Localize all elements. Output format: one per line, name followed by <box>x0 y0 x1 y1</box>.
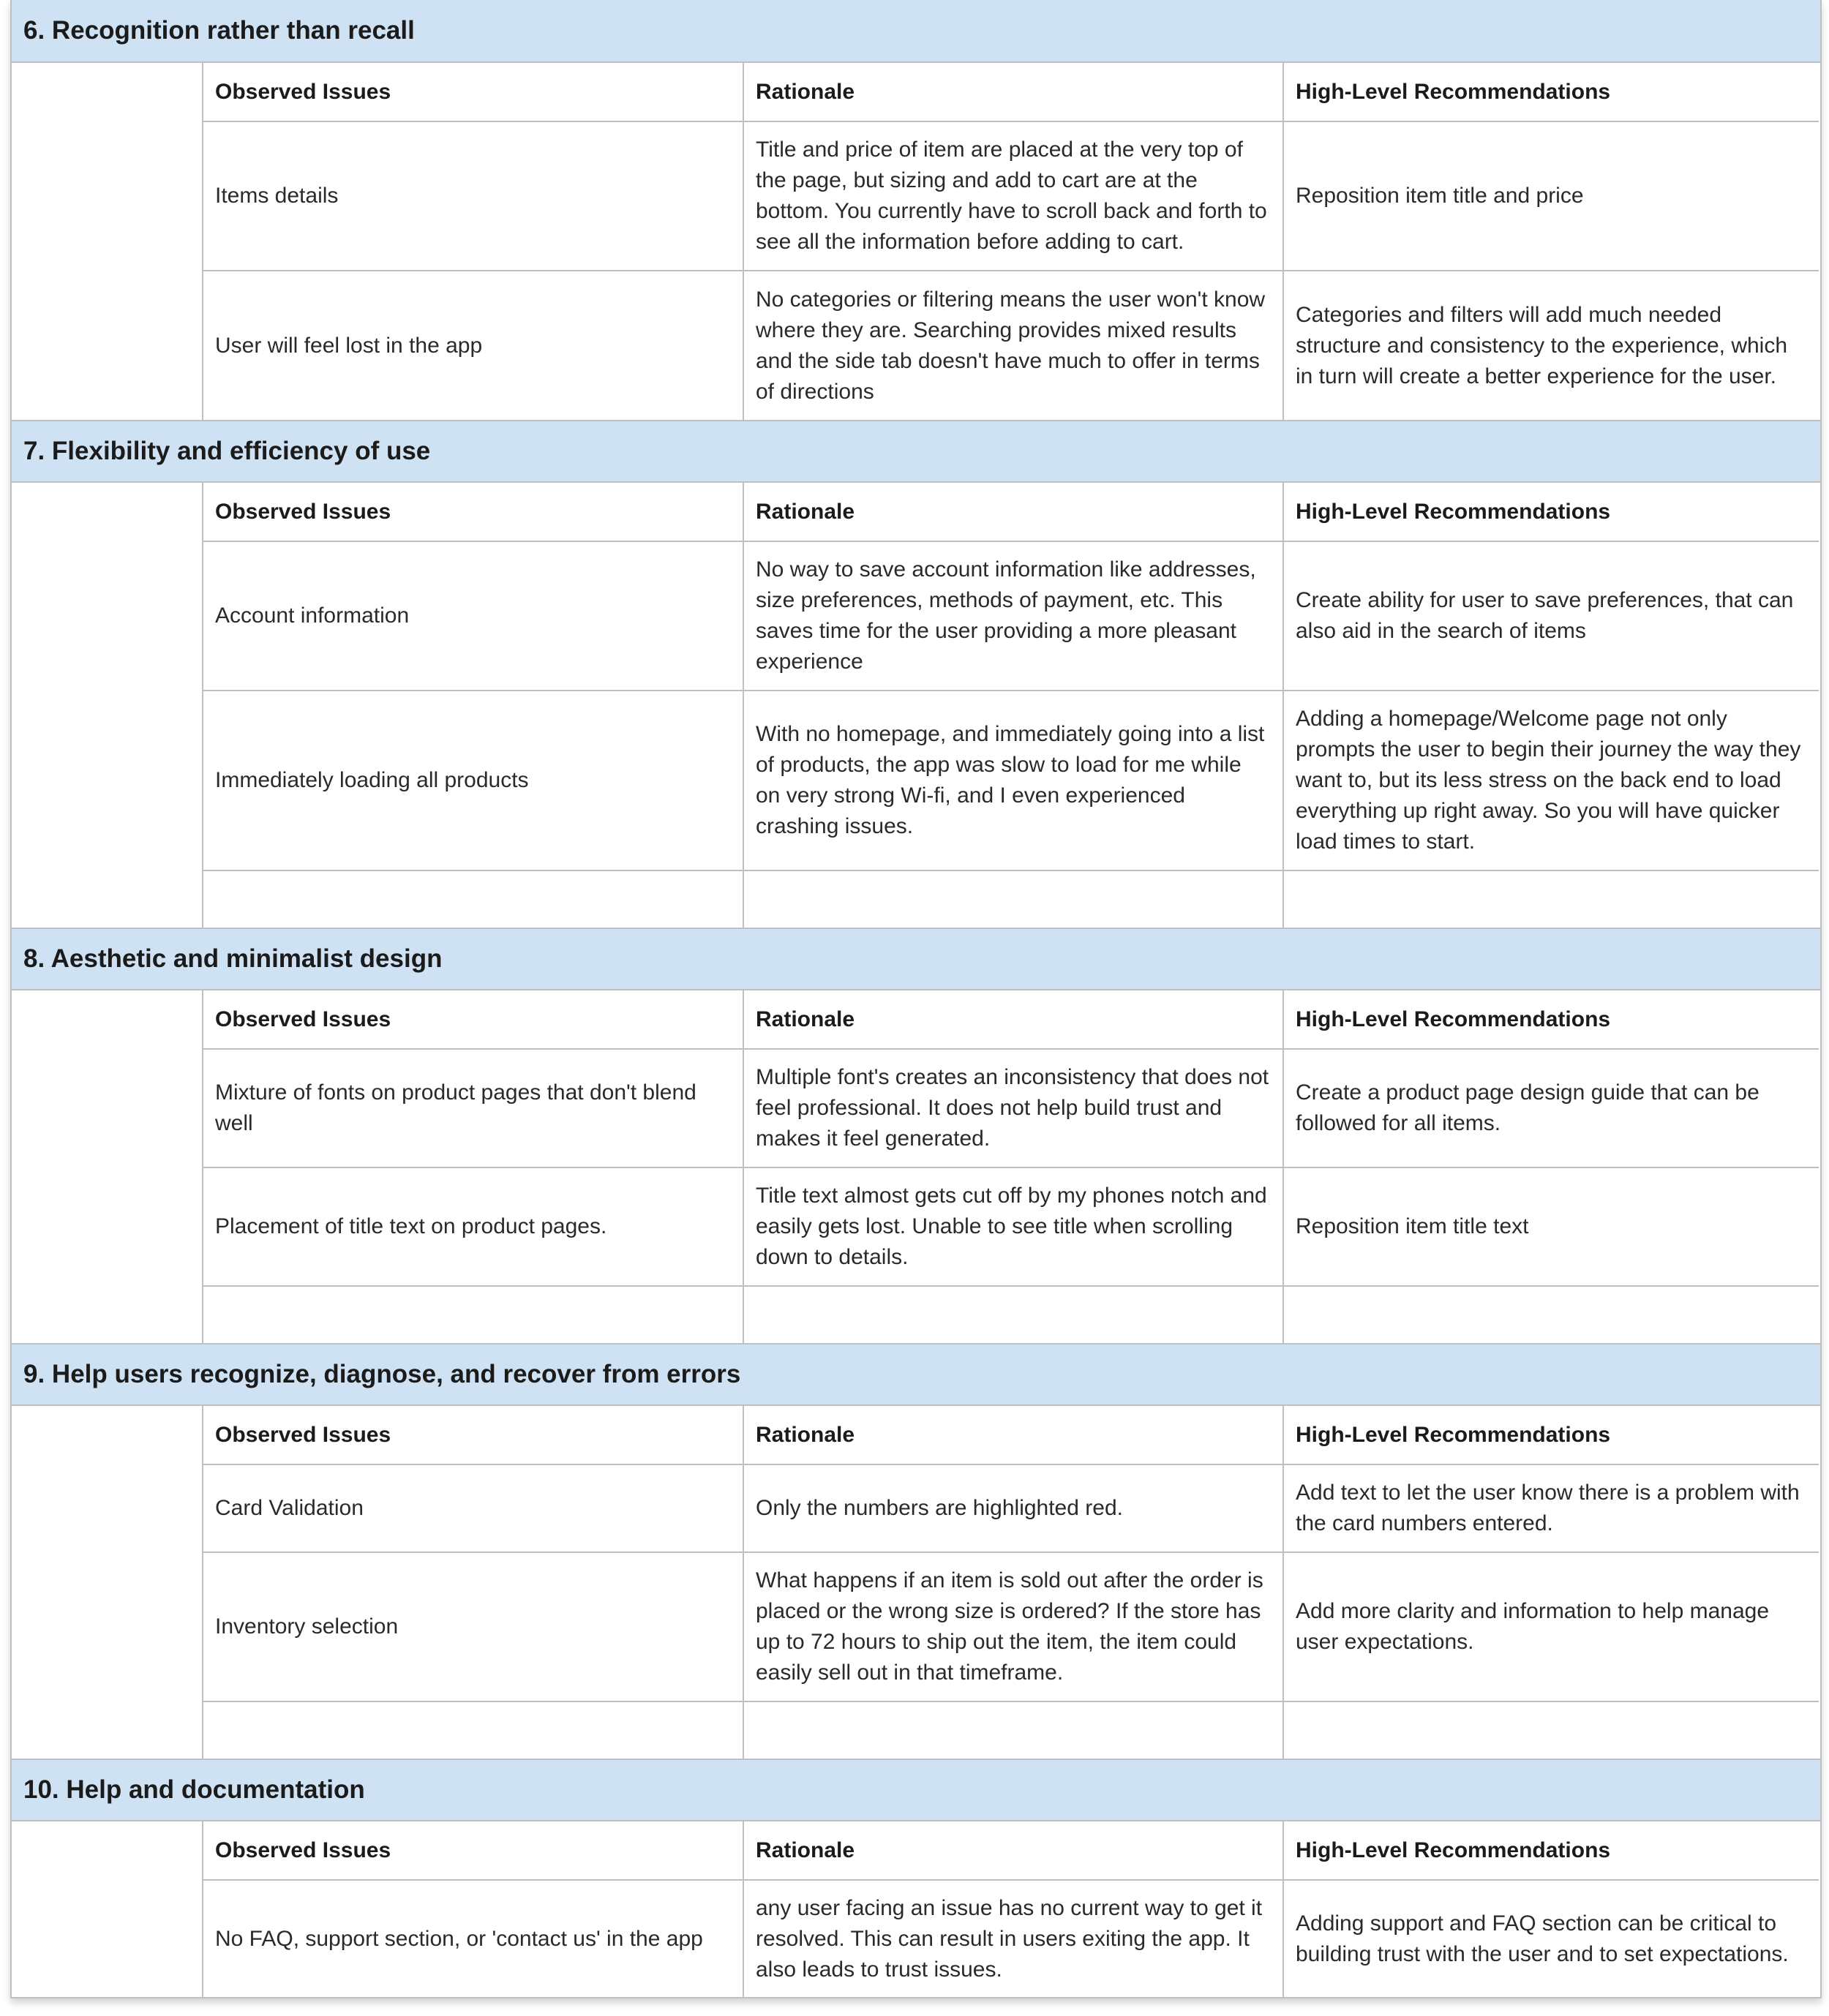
table-header-row <box>203 990 1819 1049</box>
header-recommendations: High-Level Recommendations <box>1283 1821 1819 1880</box>
header-observed-issues: Observed Issues <box>203 1406 743 1464</box>
issue-cell <box>203 870 743 928</box>
section-title: 6. Recognition rather than recall <box>12 0 1820 63</box>
rationale-cell <box>743 1286 1283 1343</box>
header-recommendations: High-Level Recommendations <box>1283 63 1819 121</box>
issue-cell: User will feel lost in the app <box>203 271 743 420</box>
rationale-cell: Multiple font's creates an inconsistency that does not feel professional. It does not help build trust and makes it feel generated. <box>743 1049 1283 1167</box>
issues-table <box>203 483 1819 928</box>
rationale-cell <box>743 1701 1283 1759</box>
table-header-row <box>203 1406 1819 1464</box>
indent-column <box>12 1406 203 1759</box>
header-observed-issues: Observed Issues <box>203 483 743 541</box>
recommendation-cell: Categories and filters will add much needed structure and consistency to the experience, which in turn will create a better experience for the user. <box>1296 302 1788 388</box>
table-row <box>203 691 1819 870</box>
indent-column <box>12 483 203 928</box>
indent-column <box>12 1821 203 1997</box>
header-rationale: Rationale <box>743 990 1283 1049</box>
table-row <box>203 1167 1819 1286</box>
table-row <box>203 1880 1819 1997</box>
issue-cell: Card Validation <box>203 1464 743 1552</box>
rationale-cell: Title text almost gets cut off by my phones notch and easily gets lost. Unable to see title when scrolling down to details. <box>743 1167 1283 1286</box>
recommendation-cell: Create ability for user to save preferences, that can also aid in the search of items <box>1283 541 1819 691</box>
rationale-cell: What happens if an item is sold out after the order is placed or the wrong size is ordered? If the store has up to 72 hours to ship out the item, the item could easily sell out in that timeframe. <box>743 1552 1283 1701</box>
table-header-row <box>203 1821 1819 1880</box>
header-rationale: Rationale <box>743 1406 1283 1464</box>
issues-table <box>203 1406 1819 1759</box>
recommendation-cell <box>1283 870 1819 928</box>
rationale-cell: With no homepage, and immediately going into a list of products, the app was slow to load for me while on very strong Wi-fi, and I even experienced crashing issues. <box>743 691 1283 870</box>
table-row <box>203 541 1819 691</box>
issue-cell: Items details <box>203 121 743 271</box>
recommendation-cell: Reposition item title text <box>1283 1167 1819 1286</box>
issues-table <box>203 1821 1819 1997</box>
table-row-empty <box>203 870 1819 928</box>
header-observed-issues: Observed Issues <box>203 1821 743 1880</box>
recommendation-cell: Adding a homepage/Welcome page not only prompts the user to begin their journey the way they want to, but its less stress on the back end to load everything up right away. So you will have quicker load times to start. <box>1283 691 1819 870</box>
table-row-empty <box>203 1701 1819 1759</box>
section-flexibility <box>12 420 1820 928</box>
header-rationale: Rationale <box>743 1821 1283 1880</box>
header-recommendations: High-Level Recommendations <box>1283 990 1819 1049</box>
issue-cell: Immediately loading all products <box>203 691 743 870</box>
issue-cell: Inventory selection <box>203 1552 743 1701</box>
table-row <box>203 121 1819 271</box>
issue-cell <box>203 1701 743 1759</box>
table-row <box>203 1552 1819 1701</box>
recommendation-cell: Add more clarity and information to help manage user expectations. <box>1283 1552 1819 1701</box>
section-recognition <box>12 0 1820 420</box>
recommendation-cell: Add text to let the user know there is a problem with the card numbers entered. <box>1283 1464 1819 1552</box>
issues-table <box>203 990 1819 1343</box>
issue-cell: Account information <box>203 541 743 691</box>
section-title: 10. Help and documentation <box>12 1759 1820 1821</box>
rationale-cell: Only the numbers are highlighted red. <box>743 1464 1283 1552</box>
table-header-row <box>203 483 1819 541</box>
rationale-cell <box>743 870 1283 928</box>
header-rationale: Rationale <box>743 483 1283 541</box>
header-recommendations: High-Level Recommendations <box>1283 483 1819 541</box>
section-errors <box>12 1343 1820 1759</box>
table-row <box>203 271 1819 420</box>
recommendation-cell: Create a product page design guide that can be followed for all items. <box>1283 1049 1819 1167</box>
header-rationale: Rationale <box>743 63 1283 121</box>
section-title: 8. Aesthetic and minimalist design <box>12 928 1820 990</box>
recommendation-cell <box>1283 1286 1819 1343</box>
recommendation-cell: Adding support and FAQ section can be critical to building trust with the user and to set expectations. <box>1296 1911 1789 1966</box>
header-observed-issues: Observed Issues <box>203 63 743 121</box>
section-title: 9. Help users recognize, diagnose, and recover from errors <box>12 1343 1820 1406</box>
header-recommendations: High-Level Recommendations <box>1283 1406 1819 1464</box>
issues-table <box>203 63 1819 420</box>
rationale-cell: No way to save account information like addresses, size preferences, methods of payment, etc. This saves time for the user providing a more pleasant experience <box>743 541 1283 691</box>
indent-column <box>12 990 203 1343</box>
table-row <box>203 1464 1819 1552</box>
rationale-cell: any user facing an issue has no current way to get it resolved. This can result in users exiting the app. It also leads to trust issues. <box>743 1880 1283 1997</box>
table-row <box>203 1049 1819 1167</box>
header-observed-issues: Observed Issues <box>203 990 743 1049</box>
issue-cell: Placement of title text on product pages. <box>203 1167 743 1286</box>
rationale-cell: No categories or filtering means the user won't know where they are. Searching provides mixed results and the side tab doesn't have much to offer in terms of directions <box>743 271 1283 420</box>
issue-cell: No FAQ, support section, or 'contact us' in the app <box>203 1880 743 1997</box>
issue-cell: Mixture of fonts on product pages that don't blend well <box>203 1049 743 1167</box>
section-aesthetic <box>12 928 1820 1343</box>
indent-column <box>12 63 203 420</box>
section-title: 7. Flexibility and efficiency of use <box>12 420 1820 483</box>
table-row-empty <box>203 1286 1819 1343</box>
issue-cell <box>203 1286 743 1343</box>
recommendation-cell <box>1283 1701 1819 1759</box>
rationale-cell: Title and price of item are placed at the very top of the page, but sizing and add to cart are at the bottom. You currently have to scroll back and forth to see all the information before adding to cart. <box>743 121 1283 271</box>
table-header-row <box>203 63 1819 121</box>
section-help-documentation <box>12 1759 1820 1997</box>
heuristic-evaluation-document <box>10 0 1822 1998</box>
recommendation-cell: Reposition item title and price <box>1283 121 1819 271</box>
